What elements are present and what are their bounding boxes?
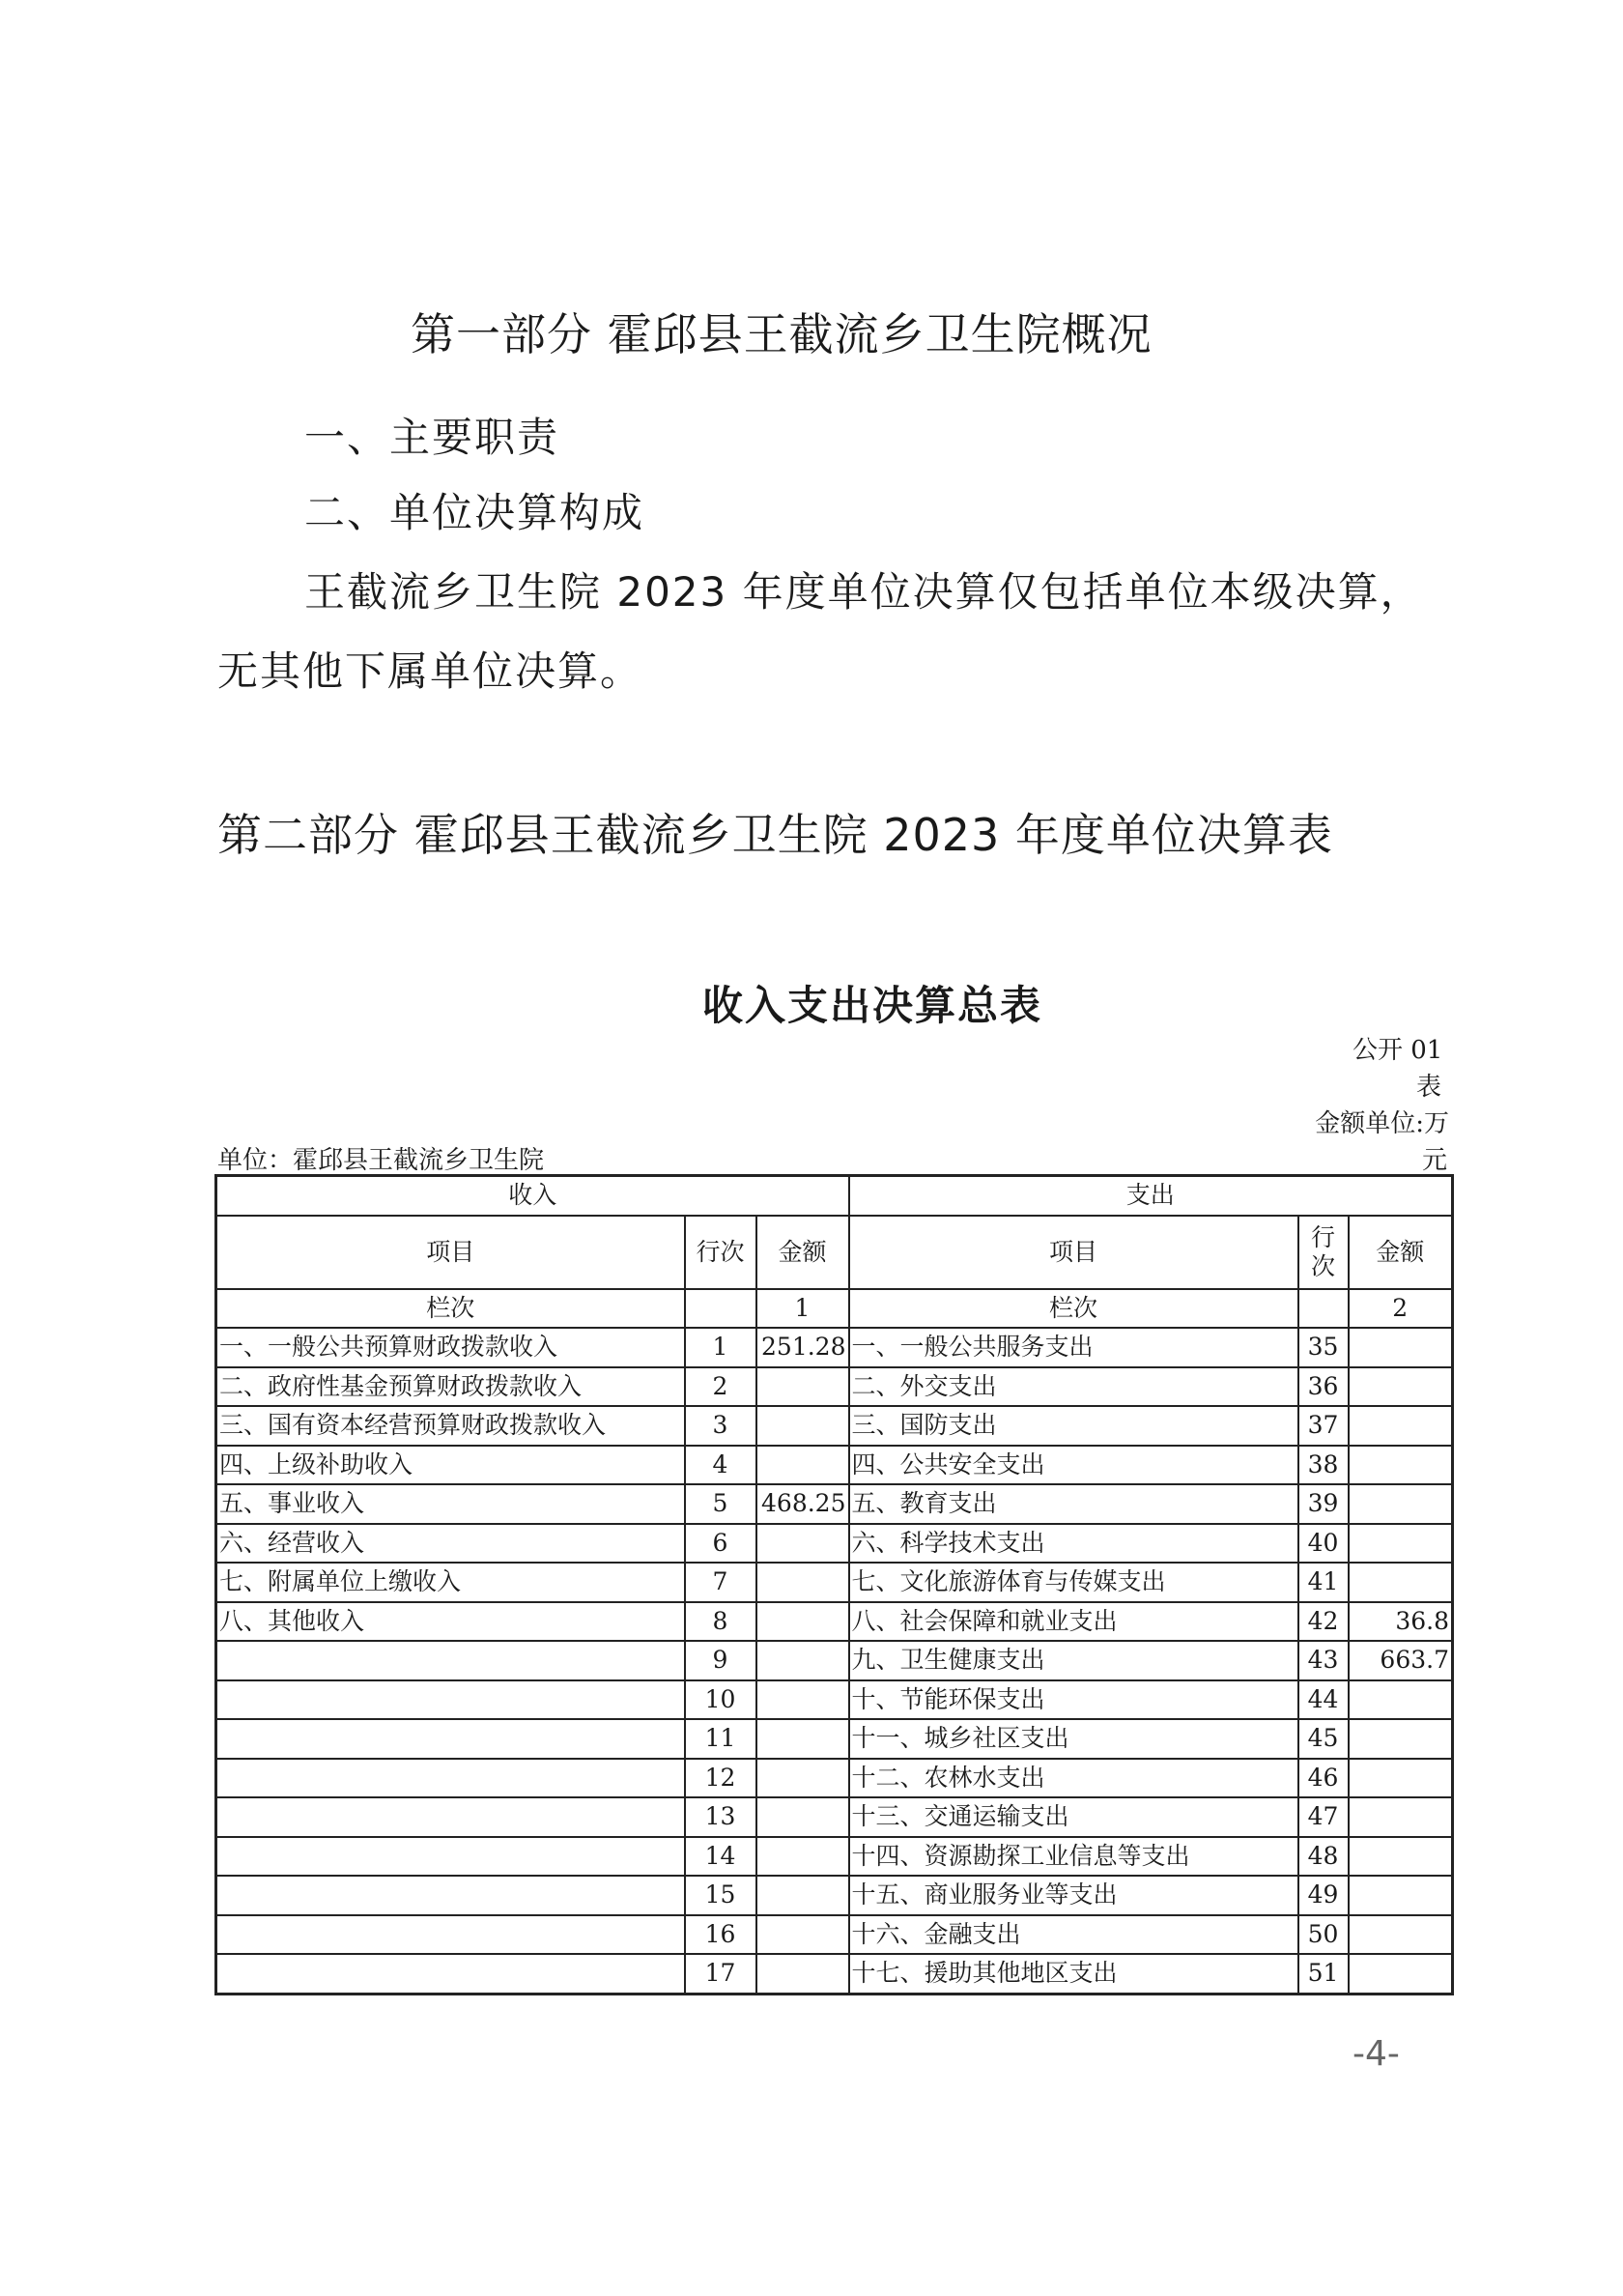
table-code-line1: 公开 01 xyxy=(1352,1036,1443,1065)
income-amount-cell xyxy=(756,1759,849,1798)
header-expense-line xyxy=(1298,1216,1349,1289)
expense-item-cell: 十四、资源勘探工业信息等支出 xyxy=(849,1837,1298,1877)
income-item-cell xyxy=(216,1680,685,1720)
paragraph-line-1: 王截流乡卫生院 2023 年度单位决算仅包括单位本级决算， xyxy=(304,568,1423,616)
table-row xyxy=(216,1680,1453,1720)
header-expense: 支出 xyxy=(849,1176,1453,1216)
income-amount-cell xyxy=(756,1954,849,1994)
income-line-cell: 4 xyxy=(685,1446,756,1485)
expense-amount-cell xyxy=(1349,1563,1453,1602)
expense-amount-cell xyxy=(1349,1680,1453,1720)
table-header-row-2 xyxy=(216,1216,1453,1289)
income-item-cell xyxy=(216,1719,685,1759)
income-amount-cell xyxy=(756,1367,849,1407)
income-item-cell: 五、事业收入 xyxy=(216,1484,685,1524)
income-amount-cell: 251.28 xyxy=(756,1328,849,1367)
page-number: -4- xyxy=(1352,2034,1400,2074)
expense-item-cell: 六、科学技术支出 xyxy=(849,1524,1298,1564)
income-amount-cell xyxy=(756,1641,849,1680)
expense-line-cell: 36 xyxy=(1298,1367,1349,1407)
income-amount-cell xyxy=(756,1406,849,1446)
income-line-cell: 5 xyxy=(685,1484,756,1524)
lanci-expense-label: 栏次 xyxy=(849,1289,1298,1329)
expense-amount-cell xyxy=(1349,1915,1453,1955)
part2-heading: 第二部分 霍邱县王截流乡卫生院 2023 年度单位决算表 xyxy=(217,809,1333,861)
expense-amount-cell xyxy=(1349,1484,1453,1524)
expense-item-cell: 十二、农林水支出 xyxy=(849,1759,1298,1798)
table-row xyxy=(216,1602,1453,1642)
lanci-income-line xyxy=(685,1289,756,1329)
expense-line-cell: 41 xyxy=(1298,1563,1349,1602)
expense-line-cell: 39 xyxy=(1298,1484,1349,1524)
expense-item-cell: 七、文化旅游体育与传媒支出 xyxy=(849,1563,1298,1602)
expense-amount-cell xyxy=(1349,1759,1453,1798)
header-income-item: 项目 xyxy=(216,1216,685,1289)
income-line-cell: 17 xyxy=(685,1954,756,1994)
income-line-cell: 8 xyxy=(685,1602,756,1642)
expense-amount-cell xyxy=(1349,1719,1453,1759)
income-line-cell: 11 xyxy=(685,1719,756,1759)
income-item-cell: 八、其他收入 xyxy=(216,1602,685,1642)
expense-amount-cell xyxy=(1349,1446,1453,1485)
income-line-cell: 13 xyxy=(685,1797,756,1837)
income-line-cell: 12 xyxy=(685,1759,756,1798)
income-amount-cell xyxy=(756,1563,849,1602)
income-line-cell: 15 xyxy=(685,1876,756,1915)
income-line-cell: 7 xyxy=(685,1563,756,1602)
income-amount-cell xyxy=(756,1680,849,1720)
table-row xyxy=(216,1915,1453,1955)
expense-line-cell: 50 xyxy=(1298,1915,1349,1955)
table-row xyxy=(216,1328,1453,1367)
income-amount-cell xyxy=(756,1915,849,1955)
income-line-cell: 1 xyxy=(685,1328,756,1367)
paragraph-line-2: 无其他下属单位决算。 xyxy=(217,647,643,695)
amount-unit-line2: 元 xyxy=(1421,1146,1447,1175)
income-amount-cell xyxy=(756,1602,849,1642)
expense-line-cell: 43 xyxy=(1298,1641,1349,1680)
part1-heading: 第一部分 霍邱县王截流乡卫生院概况 xyxy=(411,308,1153,360)
organization-unit: 单位：霍邱县王截流乡卫生院 xyxy=(217,1146,545,1175)
table-row xyxy=(216,1641,1453,1680)
expense-amount-cell: 36.8 xyxy=(1349,1602,1453,1642)
table-row xyxy=(216,1719,1453,1759)
expense-item-cell: 四、公共安全支出 xyxy=(849,1446,1298,1485)
income-line-cell: 6 xyxy=(685,1524,756,1564)
amount-unit-line1: 金额单位:万 xyxy=(1315,1109,1449,1138)
table-row xyxy=(216,1406,1453,1446)
expense-amount-cell xyxy=(1349,1954,1453,1994)
income-amount-cell xyxy=(756,1446,849,1485)
expense-item-cell: 十三、交通运输支出 xyxy=(849,1797,1298,1837)
table-code-line2: 表 xyxy=(1415,1073,1441,1102)
expense-item-cell: 二、外交支出 xyxy=(849,1367,1298,1407)
expense-amount-cell xyxy=(1349,1524,1453,1564)
table-row xyxy=(216,1524,1453,1564)
lanci-income-number: 1 xyxy=(756,1289,849,1329)
expense-amount-cell: 663.7 xyxy=(1349,1641,1453,1680)
expense-item-cell: 十五、商业服务业等支出 xyxy=(849,1876,1298,1915)
table-lanci-row xyxy=(216,1289,1453,1329)
income-line-cell: 16 xyxy=(685,1915,756,1955)
income-expense-table xyxy=(214,1174,1454,1995)
income-item-cell: 二、政府性基金预算财政拨款收入 xyxy=(216,1367,685,1407)
income-item-cell xyxy=(216,1915,685,1955)
income-line-cell: 2 xyxy=(685,1367,756,1407)
income-line-cell: 14 xyxy=(685,1837,756,1877)
expense-line-cell: 45 xyxy=(1298,1719,1349,1759)
lanci-income-label: 栏次 xyxy=(216,1289,685,1329)
expense-line-cell: 42 xyxy=(1298,1602,1349,1642)
lanci-expense-number: 2 xyxy=(1349,1289,1453,1329)
income-item-cell: 一、一般公共预算财政拨款收入 xyxy=(216,1328,685,1367)
expense-item-cell: 三、国防支出 xyxy=(849,1406,1298,1446)
expense-item-cell: 十七、援助其他地区支出 xyxy=(849,1954,1298,1994)
header-expense-line-char1: 行 xyxy=(1310,1222,1335,1251)
expense-line-cell: 35 xyxy=(1298,1328,1349,1367)
expense-amount-cell xyxy=(1349,1876,1453,1915)
expense-line-cell: 49 xyxy=(1298,1876,1349,1915)
expense-line-cell: 38 xyxy=(1298,1446,1349,1485)
expense-amount-cell xyxy=(1349,1797,1453,1837)
income-item-cell: 三、国有资本经营预算财政拨款收入 xyxy=(216,1406,685,1446)
table-row xyxy=(216,1797,1453,1837)
table-header-row-1 xyxy=(216,1176,1453,1216)
income-line-cell: 3 xyxy=(685,1406,756,1446)
table-row xyxy=(216,1563,1453,1602)
income-line-cell: 9 xyxy=(685,1641,756,1680)
expense-item-cell: 十六、金融支出 xyxy=(849,1915,1298,1955)
header-income: 收入 xyxy=(216,1176,849,1216)
expense-item-cell: 一、一般公共服务支出 xyxy=(849,1328,1298,1367)
table-row xyxy=(216,1484,1453,1524)
income-item-cell xyxy=(216,1954,685,1994)
section-heading-duties: 一、主要职责 xyxy=(304,414,560,461)
income-item-cell xyxy=(216,1876,685,1915)
income-item-cell xyxy=(216,1759,685,1798)
table-row xyxy=(216,1954,1453,1994)
income-amount-cell xyxy=(756,1797,849,1837)
header-income-amount: 金额 xyxy=(756,1216,849,1289)
table-title: 收入支出决算总表 xyxy=(702,982,1043,1029)
income-item-cell xyxy=(216,1641,685,1680)
income-item-cell xyxy=(216,1797,685,1837)
income-amount-cell: 468.25 xyxy=(756,1484,849,1524)
table-row xyxy=(216,1446,1453,1485)
header-income-line: 行次 xyxy=(685,1216,756,1289)
expense-line-cell: 51 xyxy=(1298,1954,1349,1994)
income-item-cell: 七、附属单位上缴收入 xyxy=(216,1563,685,1602)
table-row xyxy=(216,1367,1453,1407)
header-expense-line-char2: 次 xyxy=(1310,1251,1335,1280)
expense-line-cell: 37 xyxy=(1298,1406,1349,1446)
expense-line-cell: 40 xyxy=(1298,1524,1349,1564)
income-item-cell: 六、经营收入 xyxy=(216,1524,685,1564)
income-amount-cell xyxy=(756,1837,849,1877)
income-amount-cell xyxy=(756,1719,849,1759)
expense-item-cell: 五、教育支出 xyxy=(849,1484,1298,1524)
table-row xyxy=(216,1759,1453,1798)
expense-item-cell: 十、节能环保支出 xyxy=(849,1680,1298,1720)
expense-amount-cell xyxy=(1349,1328,1453,1367)
header-expense-item: 项目 xyxy=(849,1216,1298,1289)
lanci-expense-line xyxy=(1298,1289,1349,1329)
expense-line-cell: 44 xyxy=(1298,1680,1349,1720)
income-item-cell: 四、上级补助收入 xyxy=(216,1446,685,1485)
header-expense-amount: 金额 xyxy=(1349,1216,1453,1289)
section-heading-composition: 二、单位决算构成 xyxy=(304,489,645,536)
expense-item-cell: 九、卫生健康支出 xyxy=(849,1641,1298,1680)
income-line-cell: 10 xyxy=(685,1680,756,1720)
income-item-cell xyxy=(216,1837,685,1877)
expense-line-cell: 46 xyxy=(1298,1759,1349,1798)
expense-amount-cell xyxy=(1349,1406,1453,1446)
table-row xyxy=(216,1837,1453,1877)
expense-item-cell: 八、社会保障和就业支出 xyxy=(849,1602,1298,1642)
expense-amount-cell xyxy=(1349,1837,1453,1877)
income-amount-cell xyxy=(756,1524,849,1564)
income-amount-cell xyxy=(756,1876,849,1915)
expense-line-cell: 47 xyxy=(1298,1797,1349,1837)
table-row xyxy=(216,1876,1453,1915)
expense-line-cell: 48 xyxy=(1298,1837,1349,1877)
expense-item-cell: 十一、城乡社区支出 xyxy=(849,1719,1298,1759)
expense-amount-cell xyxy=(1349,1367,1453,1407)
